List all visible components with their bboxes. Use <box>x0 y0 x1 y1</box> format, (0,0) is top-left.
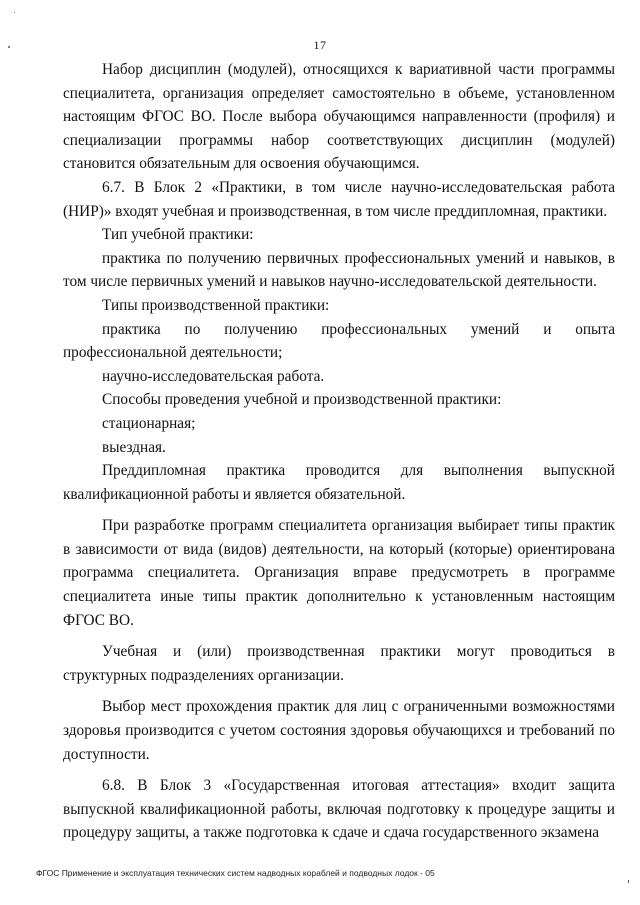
paragraph-educational-practice-item: практика по получению первичных профессиональных умений и навыков, в том числе первичных умений и навыков научно-исследовательской деятельности. <box>63 249 615 291</box>
paragraph-educational-practice-type: Тип учебной практики: <box>102 226 254 244</box>
page-number: 17 <box>313 38 327 52</box>
paragraph-production-practice-item-2: научно-исследовательская работа. <box>102 367 325 385</box>
paragraph-block-2-practices: 6.7. В Блок 2 «Практики, в том числе научно-исследовательская работа (НИР)» входят учебная и производственная, в том числе преддипломная, практики. <box>63 178 615 220</box>
paragraph-practice-methods: Способы проведения учебной и производственной практики: <box>102 391 502 409</box>
paragraph-structural-units: Учебная и (или) производственная практики могут проводиться в структурных подразделениях организации. <box>63 643 615 684</box>
paragraph-disabled-persons: Выбор мест прохождения практик для лиц с ограниченными возможностями здоровья производится с учетом состояния здоровья обучающихся и требований по доступности. <box>63 698 615 763</box>
scan-speck <box>8 46 10 48</box>
paragraph-pre-diploma-practice: Преддипломная практика проводится для выполнения выпускной квалификационной работы и является обязательной. <box>63 462 615 503</box>
page-footer: ФГОС Применение и эксплуатация технических систем надводных кораблей и подводных лодок - 05 <box>36 868 435 878</box>
paragraph-variative-disciplines: Набор дисциплин (модулей), относящихся к вариативной части программы специалитета, организация определяет самостоятельно в объеме, установленном настоящим ФГОС ВО. После выбора обучающимся направленности (профиля) и специализации программы набор соответствующих дисциплин (модулей) становится обязательным для освоения обучающимся. <box>63 61 615 173</box>
scan-speck <box>14 12 15 13</box>
paragraph-method-field: выездная. <box>102 438 166 456</box>
paragraph-practice-selection: При разработке программ специалитета организация выбирает типы практик в зависимости от вида (видов) деятельности, на который (которые) ориентирована программа специалитета. Организация вправе предусмотреть в программе специалитета иные типы практик дополнительно к установленным настоящим ФГОС ВО. <box>63 517 615 629</box>
paragraph-method-stationary: стационарная; <box>102 414 196 432</box>
scan-speck <box>628 880 629 883</box>
document-body <box>63 58 615 845</box>
paragraph-production-practice-types: Типы производственной практики: <box>102 296 330 314</box>
paragraph-block-3-attestation: 6.8. В Блок 3 «Государственная итоговая аттестация» входит защита выпускной квалификационной работы, включая подготовку к процедуре защиты и процедуру защиты, а также подготовка к сдаче и сдача государственного экзамена <box>63 777 615 842</box>
paragraph-production-practice-item-1: практика по получению профессиональных умений и опыта профессиональной деятельности; <box>63 320 615 362</box>
